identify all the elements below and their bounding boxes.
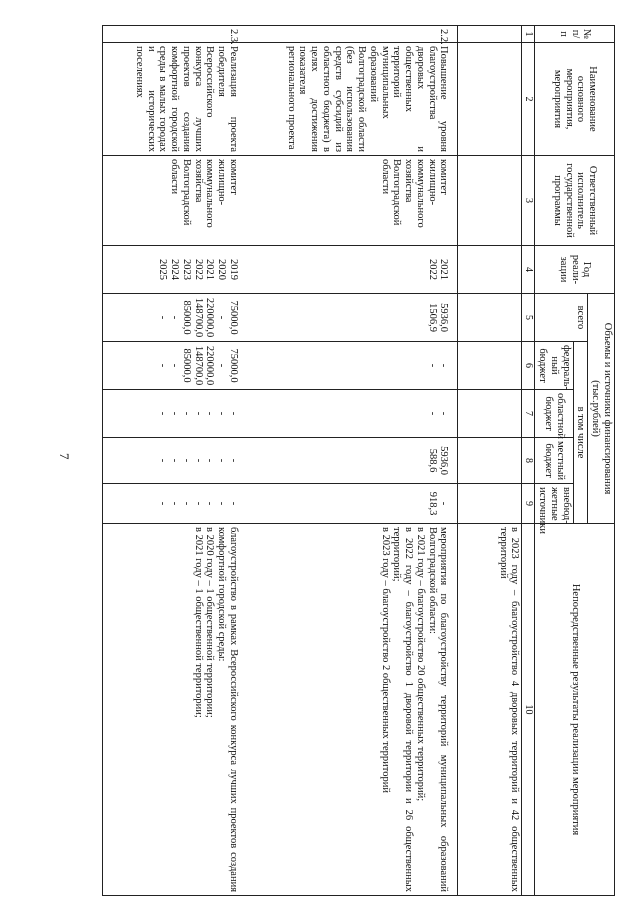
measure-name: Реализация проекта победителя Всероссийского конкурса лучших проектов создания комфортной городской среды в малых городах и исторических поселениях bbox=[103, 43, 253, 156]
header-including: в том числе bbox=[573, 342, 588, 524]
total-cell: 75000,0 - 220000,0 148700,0 85000,0 - - bbox=[103, 294, 253, 342]
federal-cell: 75000,0 - 220000,0 148700,0 85000,0 - - bbox=[103, 342, 253, 390]
header-total: всего bbox=[535, 294, 588, 342]
column-number: 2 bbox=[522, 43, 535, 156]
header-extra: внебюд-жетные источники bbox=[535, 484, 573, 524]
program-table bbox=[103, 25, 616, 896]
row-number: 2.3. bbox=[103, 26, 253, 43]
total-cell: 5936,0 1506,9 bbox=[253, 294, 458, 342]
regional-cell: - - - - - - - bbox=[103, 390, 253, 438]
header-federal: федераль-ный бюджет bbox=[535, 342, 573, 390]
result-cell: мероприятия по благоустройству территорий муниципальных образований Волгоградской области: в 2021 году – благоустройство 20 общественных территорий; в 2022 году – благоустройство 1 дворовой территории и 26 общественных территорий; в 2023 году – благоустройство 2 общественных территорий bbox=[253, 524, 458, 896]
extra-cell: - - - - - - - bbox=[103, 484, 253, 524]
measure-name: Повышение уровня благоустройства дворовых и общественных территорий муниципальных образований Волгоградской области (без использования средств субсидий из областного бюджета) в целях достижения показателя регионального проекта bbox=[253, 43, 458, 156]
federal-cell: - - bbox=[253, 342, 458, 390]
header-financing: Объемы и источники финансирования (тыс.рублей) bbox=[588, 294, 615, 524]
table-row-continuation bbox=[458, 26, 522, 896]
local-cell: - - - - - - - bbox=[103, 438, 253, 484]
executor-name: комитет жилищно-коммунального хозяйства Волгоградской области bbox=[103, 156, 253, 246]
column-number: 5 bbox=[522, 294, 535, 342]
years-cell: 2021 2022 bbox=[253, 246, 458, 294]
regional-cell: - - bbox=[253, 390, 458, 438]
column-number: 9 bbox=[522, 484, 535, 524]
table-row bbox=[253, 26, 458, 896]
column-numbers-row bbox=[522, 26, 535, 896]
header-regional: областной бюджет bbox=[535, 390, 573, 438]
local-cell: 5936,0 588,6 bbox=[253, 438, 458, 484]
column-number: 10 bbox=[522, 524, 535, 896]
years-cell: 2019 2020 2021 2022 2023 2024 2025 bbox=[103, 246, 253, 294]
column-number: 3 bbox=[522, 156, 535, 246]
column-number: 4 bbox=[522, 246, 535, 294]
column-number: 6 bbox=[522, 342, 535, 390]
header-local: местный бюджет bbox=[535, 438, 573, 484]
header-name: Наименование основного мероприятия, мероприятия bbox=[535, 43, 615, 156]
result-cell: в 2023 году – благоустройство 4 дворовых территорий и 42 общественных территорий bbox=[458, 524, 522, 896]
column-number: 1 bbox=[522, 26, 535, 43]
header-num: № п/п bbox=[535, 26, 615, 43]
executor-name: комитет жилищно-коммунального хозяйства Волгоградской области bbox=[253, 156, 458, 246]
column-number: 7 bbox=[522, 390, 535, 438]
header-results: Непосредственные результаты реализации мероприятия bbox=[535, 524, 615, 896]
extra-cell: - 918,3 bbox=[253, 484, 458, 524]
result-cell: благоустройство в рамках Всероссийского конкурса лучших проектов создания комфортной городской среды: в 2020 году – 1 общественной территории; в 2021 году – 1 общественной территории; bbox=[103, 524, 253, 896]
header-year: Год реали-зации bbox=[535, 246, 615, 294]
page-number: 7 bbox=[57, 453, 72, 460]
table-row bbox=[103, 26, 253, 896]
column-number: 8 bbox=[522, 438, 535, 484]
header-executor: Ответственный исполнитель государственной программы bbox=[535, 156, 615, 246]
row-number: 2.2. bbox=[253, 26, 458, 43]
rotated-page bbox=[55, 25, 615, 895]
